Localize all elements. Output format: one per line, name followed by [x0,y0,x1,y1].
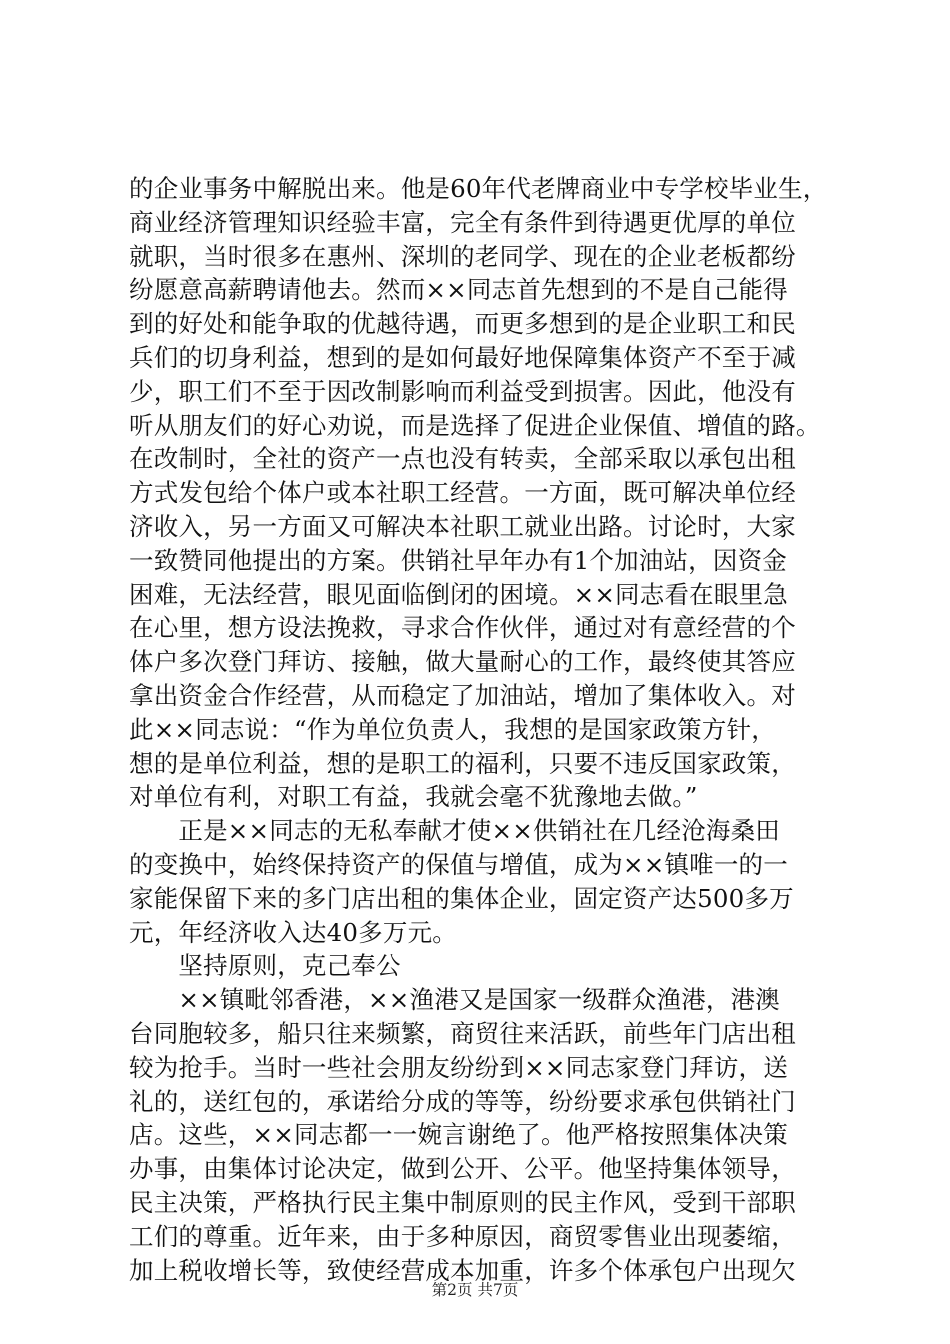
text-line: 民主决策，严格执行民主集中制原则的民主作风，受到干部职 [129,1187,796,1217]
text-line: 台同胞较多，船只往来频繁，商贸往来活跃，前些年门店出租 [129,1018,796,1048]
text-line: 对单位有利，对职工有益，我就会毫不犹豫地去做。” [129,782,698,812]
text-line: 济收入，另一方面又可解决本社职工就业出路。讨论时，大家 [129,511,796,541]
text-line: 元，年经济收入达40多万元。 [129,917,457,947]
text-line: 困难，无法经营，眼见面临倒闭的困境。××同志看在眼里急 [129,579,788,609]
text-line: ××镇毗邻香港，××渔港又是国家一级群众渔港，港澳 [129,985,781,1015]
text-line: 加上税收增长等，致使经营成本加重，许多个体承包户出现欠 [129,1255,796,1285]
text-line: 正是××同志的无私奉献才使××供销社在几经沧海桑田 [129,816,781,846]
text-line: 工们的尊重。近年来，由于多种原因，商贸零售业出现萎缩， [129,1221,796,1251]
section-heading: 坚持原则，克己奉公 [129,951,401,981]
text-line: 少，职工们不至于因改制影响而利益受到损害。因此，他没有 [129,376,796,406]
text-line: 纷愿意高薪聘请他去。然而××同志首先想到的不是自己能得 [129,275,788,305]
page-footer [0,1278,950,1300]
document-body [129,172,829,1287]
text-line: 在心里，想方设法挽救，寻求合作伙伴，通过对有意经营的个 [129,613,796,643]
text-line: 体户多次登门拜访、接触，做大量耐心的工作，最终使其答应 [129,647,796,677]
text-line: 方式发包给个体户或本社职工经营。一方面，既可解决单位经 [129,478,796,508]
text-line: 的变换中，始终保持资产的保值与增值，成为××镇唯一的一 [129,849,788,879]
text-line: 听从朋友们的好心劝说，而是选择了促进企业保值、增值的路。 [129,410,821,440]
text-line: 兵们的切身利益，想到的是如何最好地保障集体资产不至于减 [129,342,796,372]
text-line: 一致赞同他提出的方案。供销社早年办有1个加油站，因资金 [129,545,787,575]
text-line: 家能保留下来的多门店出租的集体企业，固定资产达500多万 [129,883,794,913]
text-line: 想的是单位利益，想的是职工的福利，只要不违反国家政策， [129,748,796,778]
text-line: 店。这些，××同志都一一婉言谢绝了。他严格按照集体决策 [129,1120,788,1150]
text-line: 的企业事务中解脱出来。他是60年代老牌商业中专学校毕业生， [129,174,828,203]
text-line: 办事，由集体讨论决定，做到公开、公平。他坚持集体领导， [129,1154,796,1184]
text-line: 此××同志说：“作为单位负责人，我想的是国家政策方针， [129,714,776,744]
text-line: 到的好处和能争取的优越待遇，而更多想到的是企业职工和民 [129,309,796,339]
text-line: 礼的，送红包的，承诺给分成的等等，纷纷要求承包供销社门 [129,1086,796,1116]
text-line: 商业经济管理知识经验丰富，完全有条件到待遇更优厚的单位 [129,207,796,237]
text-line: 拿出资金合作经营，从而稳定了加油站，增加了集体收入。对 [129,680,796,710]
page-number-label: 第2页 共7页 [431,1281,519,1299]
text-line: 就职，当时很多在惠州、深圳的老同学、现在的企业老板都纷 [129,241,796,271]
text-line: 较为抢手。当时一些社会朋友纷纷到××同志家登门拜访，送 [129,1052,788,1082]
text-line: 在改制时，全社的资产一点也没有转卖，全部采取以承包出租 [129,444,796,474]
